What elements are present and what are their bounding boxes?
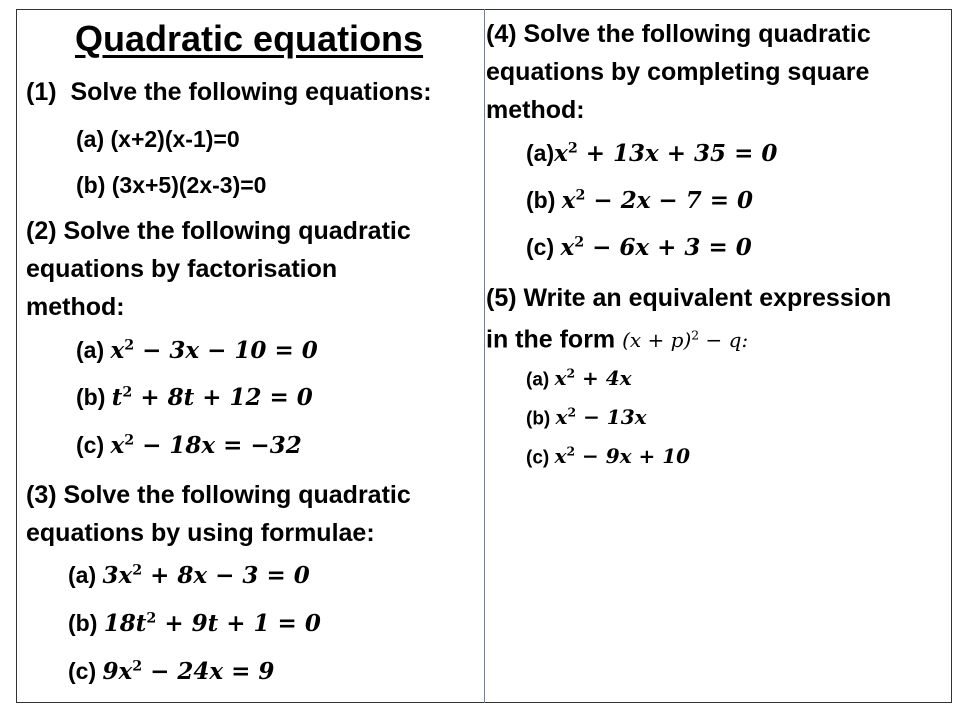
q2-heading-line-2: equations by factorisation	[26, 255, 338, 283]
column-divider	[484, 9, 485, 703]
q3-b-equation: $18t^2 + 9t + 1 = 0$	[103, 610, 321, 637]
q4-c-equation: $x^2 - 6x + 3 = 0$	[560, 234, 752, 261]
q5-b-expression: $x^2 - 13x$	[555, 405, 647, 430]
q4-a-equation: $x^2 + 13x + 35 = 0$	[554, 140, 778, 167]
q5-heading-line-2	[486, 317, 891, 359]
q4-heading-line-2: equations by completing square	[486, 58, 870, 86]
q5-a-expression: $x^2 + 4x$	[554, 366, 632, 391]
q3-heading-line-2: equations by using formulae:	[26, 519, 375, 547]
page-title: Quadratic equations	[75, 18, 424, 59]
q4-b-label: (b)	[526, 187, 562, 213]
q4-part-c	[526, 234, 752, 261]
q5-b-label: (b)	[526, 408, 556, 430]
q5-part-b	[526, 405, 647, 430]
q2-heading-line-1: (2) Solve the following quadratic	[26, 217, 411, 245]
q1-heading: (1) Solve the following equations:	[26, 78, 432, 106]
q3-part-c	[68, 658, 274, 685]
q2-heading-line-3: method:	[26, 293, 125, 321]
q4-heading-line-3: method:	[486, 96, 585, 124]
q4-a-label: (a)	[526, 140, 555, 166]
q2-b-equation: $t^2 + 8t + 12 = 0$	[111, 384, 313, 411]
q4-heading-line-1: (4) Solve the following quadratic	[486, 20, 871, 48]
q5-a-label: (a)	[526, 369, 555, 391]
q3-c-equation: $9x^2 - 24x = 9$	[102, 658, 275, 685]
q2-c-label: (c)	[76, 432, 111, 458]
q5-heading-text: in the form	[486, 325, 623, 354]
q4-b-equation: $x^2 - 2x - 7 = 0$	[561, 187, 753, 214]
q5-c-label: (c)	[526, 447, 555, 469]
q2-heading	[26, 212, 411, 326]
q3-part-a	[68, 562, 310, 589]
q5-part-c	[526, 444, 690, 469]
q5-heading-line-1: (5) Write an equivalent expression	[486, 284, 892, 312]
q2-a-equation: $x^2 - 3x - 10 = 0$	[110, 337, 318, 364]
q5-part-a	[526, 366, 632, 391]
q2-part-a	[76, 337, 318, 364]
q4-c-label: (c)	[526, 234, 561, 260]
q3-c-label: (c)	[68, 658, 103, 684]
q4-part-a	[526, 140, 777, 167]
q2-a-label: (a)	[76, 337, 111, 363]
q3-a-label: (a)	[68, 562, 103, 588]
q2-part-b	[76, 384, 313, 411]
q1-part-b: (b) (3x+5)(2x-3)=0	[76, 172, 267, 198]
q3-b-label: (b)	[68, 610, 104, 636]
q1-part-a: (a) (x+2)(x-1)=0	[76, 126, 240, 152]
q3-a-equation: $3x^2 + 8x - 3 = 0$	[102, 562, 310, 589]
q5-c-expression: $x^2 - 9x + 10$	[554, 444, 691, 469]
q2-part-c	[76, 432, 302, 459]
q4-heading	[486, 15, 871, 129]
q3-part-b	[68, 610, 321, 637]
q4-part-b	[526, 187, 753, 214]
q2-b-label: (b)	[76, 384, 112, 410]
q5-heading-form: $(x + p)^2 - q$:	[622, 328, 749, 353]
q5-heading	[486, 279, 891, 359]
q3-heading-line-1: (3) Solve the following quadratic	[26, 481, 411, 509]
q3-heading	[26, 476, 411, 552]
q2-c-equation: $x^2 - 18x = -32$	[110, 432, 302, 459]
